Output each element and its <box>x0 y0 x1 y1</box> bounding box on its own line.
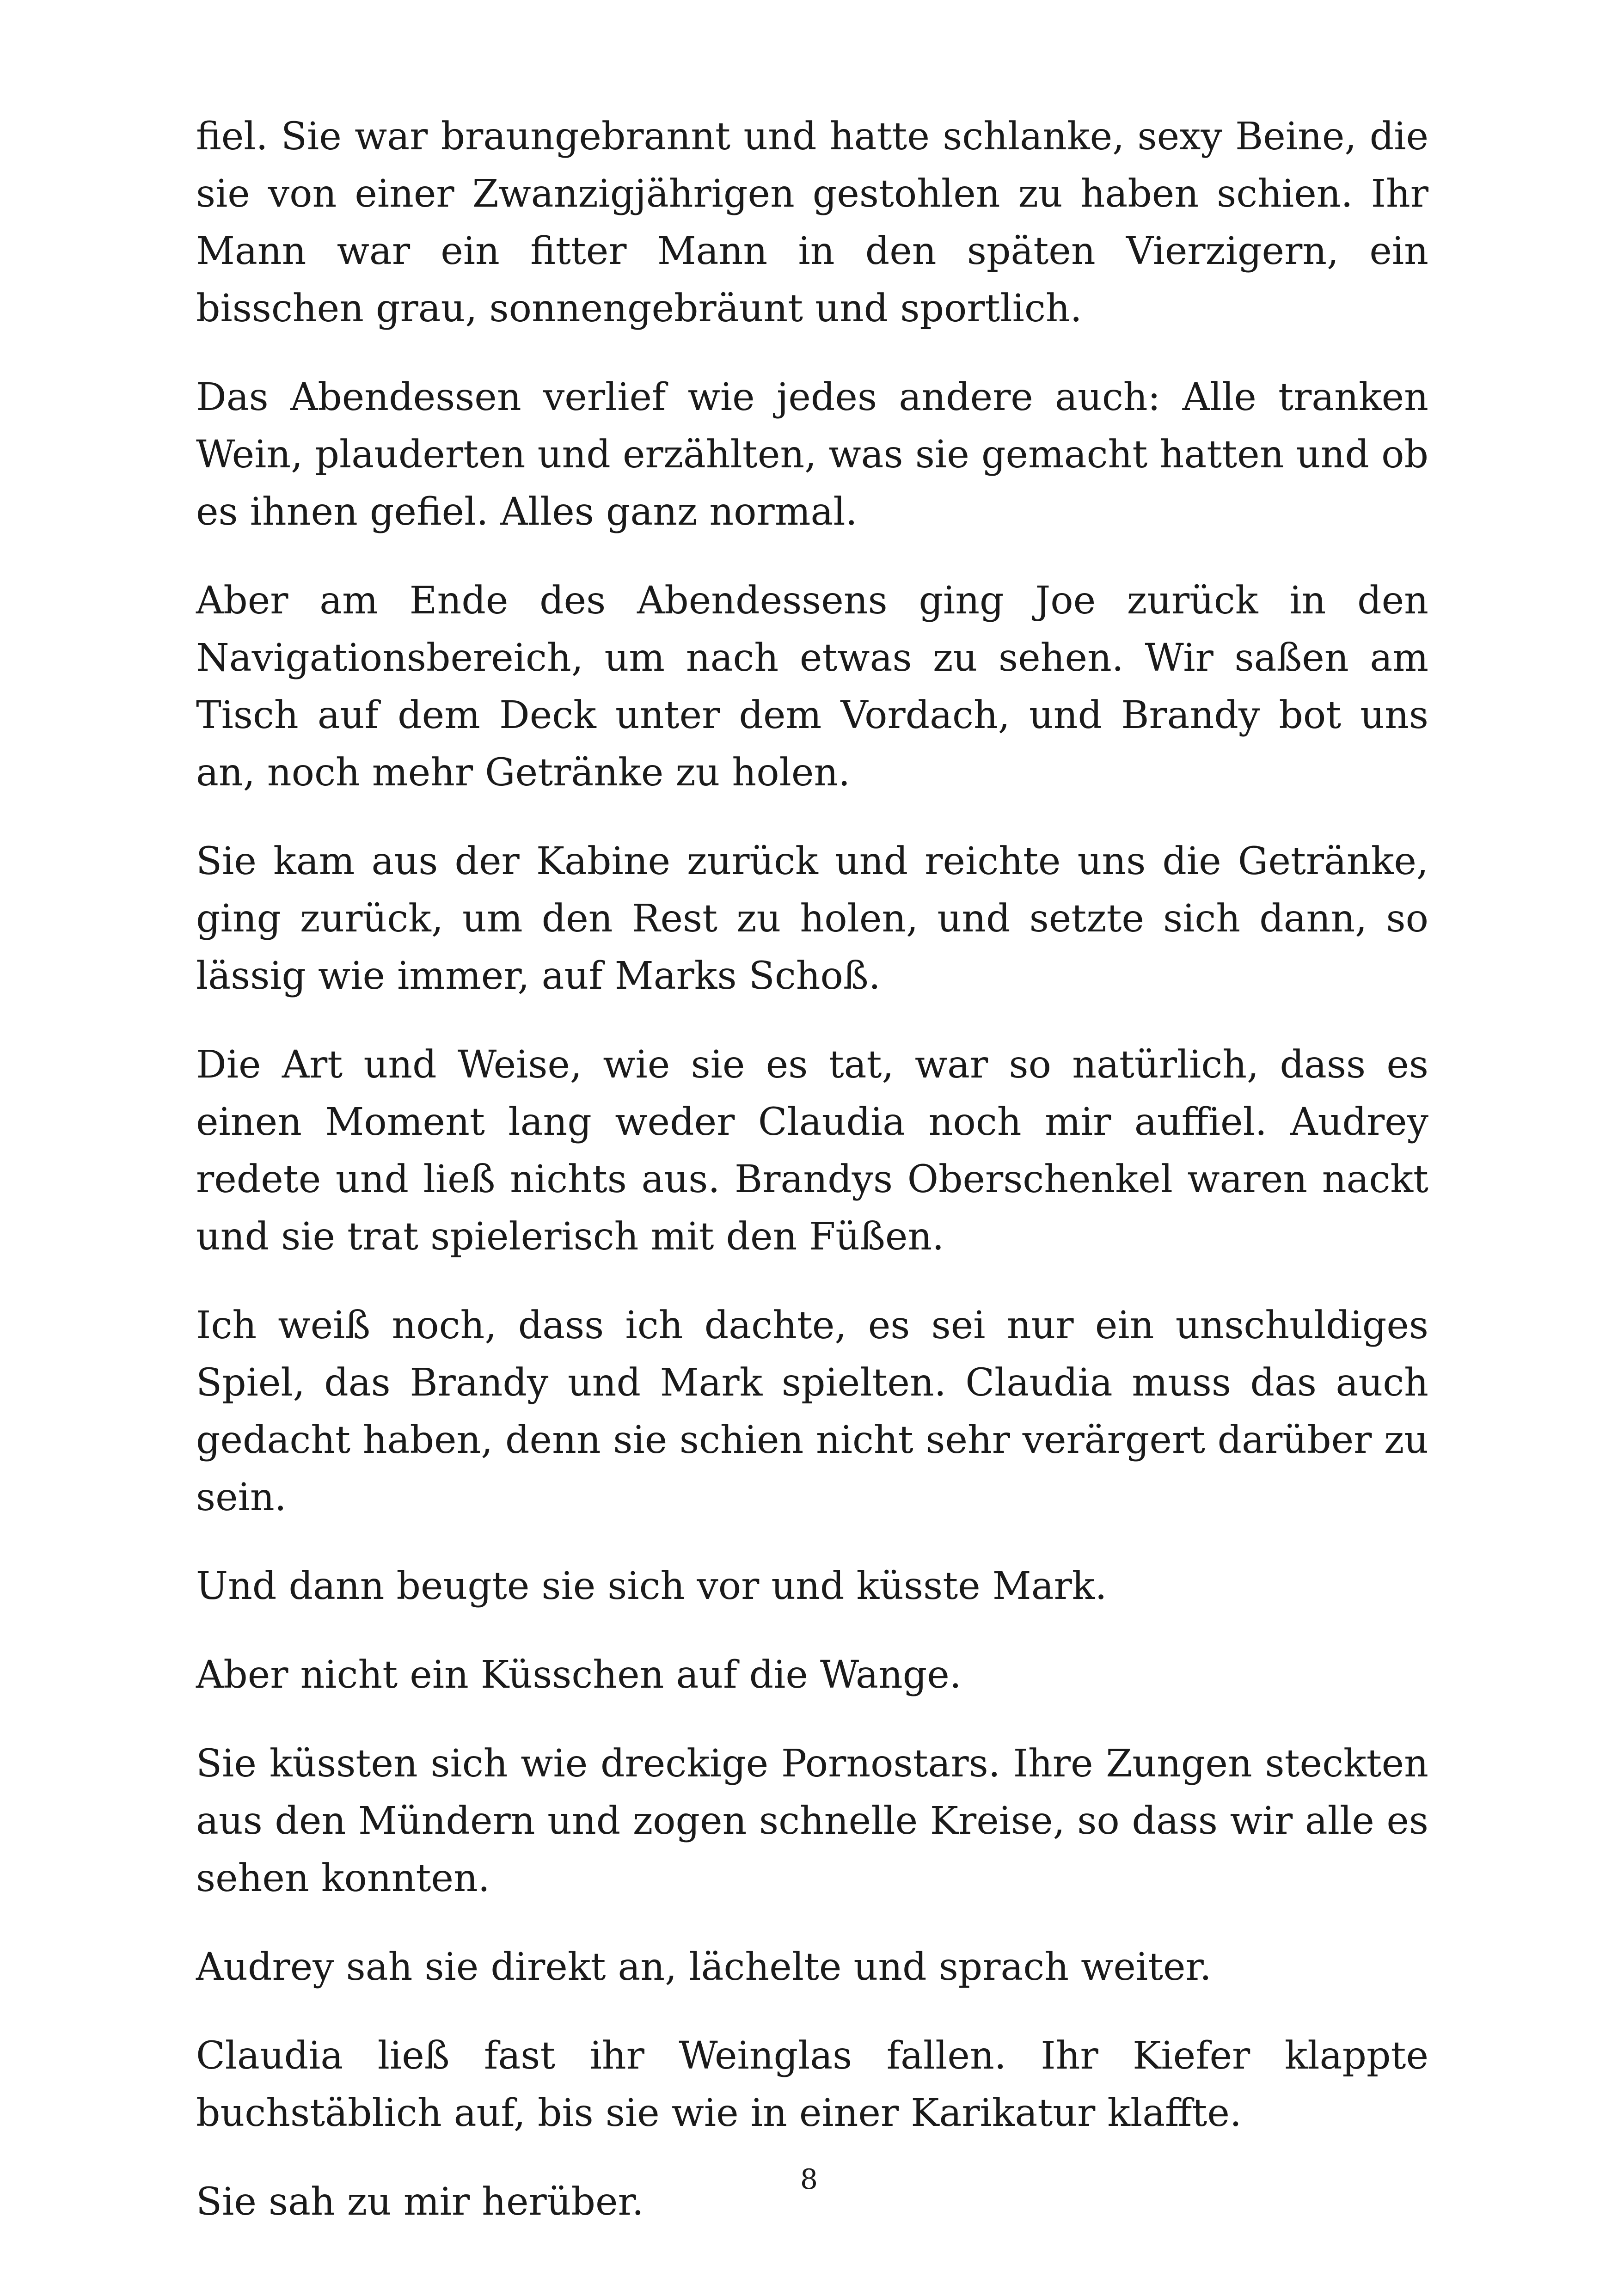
paragraph: Aber nicht ein Küsschen auf die Wange. <box>196 1653 962 1697</box>
page-number: 8 <box>800 2163 818 2196</box>
paragraph: Die Art und Weise, wie sie es tat, war so natürlich, dass es einen Moment lang weder Claudia noch mir auffiel. Audrey redete und ließ nichts aus. Brandys Oberschenkel waren nackt und sie trat spielerisch mit den Füßen. <box>196 1043 1428 1259</box>
paragraph: fiel. Sie war braungebrannt und hatte schlanke, sexy Beine, die sie von einer Zwanzigjährigen gestohlen zu haben schien. Ihr Mann war ein fitter Mann in den späten Vierzigern, ein bisschen grau, sonnengebräunt und sportlich. <box>196 115 1428 331</box>
paragraph: Claudia ließ fast ihr Weinglas fallen. Ihr Kiefer klappte buchstäblich auf, bis sie wie in einer Karikatur klaffte. <box>196 2034 1428 2135</box>
paragraph: Sie küssten sich wie dreckige Pornostars. Ihre Zungen steckten aus den Mündern und zogen schnelle Kreise, so dass wir alle es sehen konnten. <box>196 1742 1428 1900</box>
paragraph: Und dann beugte sie sich vor und küsste Mark. <box>196 1564 1107 1608</box>
paragraph: Sie sah zu mir herüber. <box>196 2180 644 2224</box>
body-text <box>196 108 1428 2262</box>
paragraph: Ich weiß noch, dass ich dachte, es sei nur ein unschuldiges Spiel, das Brandy und Mark spielten. Claudia muss das auch gedacht haben, denn sie schien nicht sehr verärgert darüber zu sein. <box>196 1304 1428 1519</box>
paragraph: Audrey sah sie direkt an, lächelte und sprach weiter. <box>196 1945 1212 1989</box>
paragraph: Das Abendessen verlief wie jedes andere auch: Alle tranken Wein, plauderten und erzählten, was sie gemacht hatten und ob es ihnen gefiel. Alles ganz normal. <box>196 375 1428 534</box>
paragraph: Sie kam aus der Kabine zurück und reichte uns die Getränke, ging zurück, um den Rest zu holen, und setzte sich dann, so lässig wie immer, auf Marks Schoß. <box>196 839 1428 998</box>
paragraph: Aber am Ende des Abendessens ging Joe zurück in den Navigationsbereich, um nach etwas zu sehen. Wir saßen am Tisch auf dem Deck unter dem Vordach, und Brandy bot uns an, noch mehr Getränke zu holen. <box>196 579 1428 795</box>
